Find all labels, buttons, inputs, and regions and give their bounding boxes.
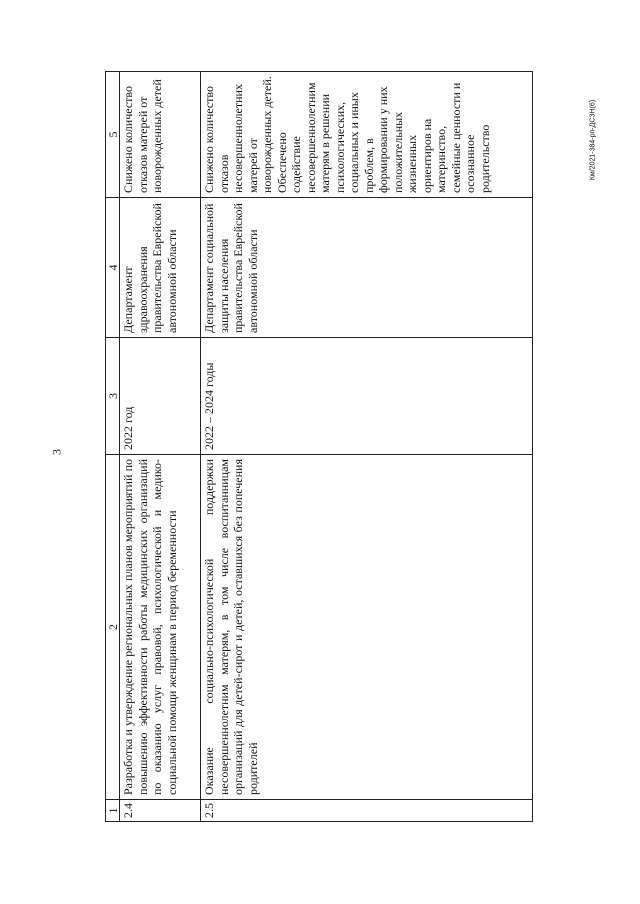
table-row bbox=[201, 72, 533, 822]
header-col-3: 3 bbox=[106, 338, 120, 455]
executor-cell: Департамент здравоохранения правительства Еврейской автономной области bbox=[120, 198, 201, 338]
row-number: 2.4 bbox=[120, 800, 201, 822]
measure-cell: Разработка и утверждение региональных планов мероприятий по повышению эффективности работы медицинских организаций по оказанию услуг правовой, психологической и медико-социальной помощи женщинам в период беременности bbox=[120, 455, 201, 800]
header-col-1: 1 bbox=[106, 800, 120, 822]
period-cell: 2022 – 2024 годы bbox=[201, 338, 533, 455]
result-cell: Снижено количество отказов матерей от новорожденных детей bbox=[120, 72, 201, 198]
result-cell: Снижено количество отказов несовершеннолетних матерей от новорожденных детей. Обеспечено содействие несовершеннолетним матерям в решении психологических, социальных и иных проблем, в формировании у них положительных жизненных ориентиров на материнство, семейные ценности и осознанное родительство bbox=[201, 72, 533, 198]
period-cell: 2022 год bbox=[120, 338, 201, 455]
rotated-table-container bbox=[105, 72, 533, 822]
header-col-2: 2 bbox=[106, 455, 120, 800]
measure-cell: Оказание социально-психологической поддержки несовершеннолетним матерям, в том числе воспитанницам организаций для детей-сирот и детей, оставшихся без попечения родителей bbox=[201, 455, 533, 800]
measures-table bbox=[105, 71, 533, 822]
header-col-4: 4 bbox=[106, 198, 120, 338]
row-number: 2.5 bbox=[201, 800, 533, 822]
header-col-5: 5 bbox=[106, 72, 120, 198]
table-header-row bbox=[106, 72, 120, 822]
page-number: 3 bbox=[49, 449, 64, 455]
table-row bbox=[120, 72, 201, 822]
document-code: Км/2021-384-рп-ДСЗН(6) bbox=[589, 99, 597, 181]
executor-cell: Департамент социальной защиты населения правительства Еврейской автономной области bbox=[201, 198, 533, 338]
